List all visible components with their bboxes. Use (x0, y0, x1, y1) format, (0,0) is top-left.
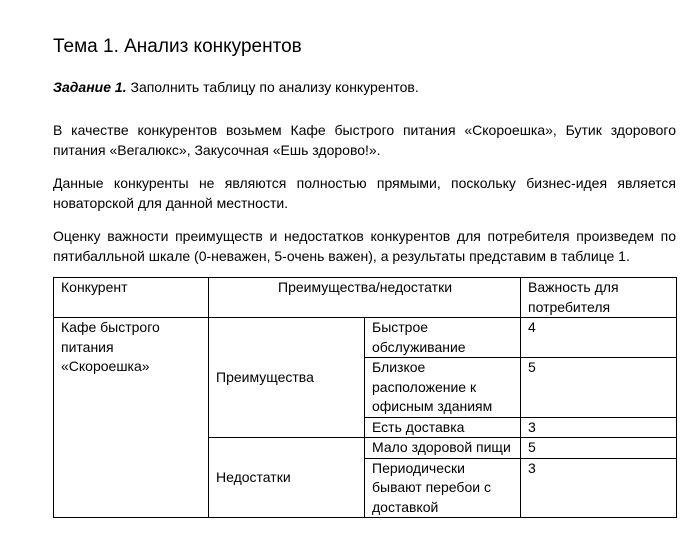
task-text: Заполнить таблицу по анализу конкурентов. (126, 79, 419, 95)
disadvantage-score: 3 (521, 458, 677, 518)
advantage-score: 4 (521, 318, 677, 358)
advantages-label-cell: Преимущества (209, 318, 365, 438)
competitor-name-cell: Кафе быстрого питания «Скороешка» (54, 318, 209, 518)
paragraph: Данные конкуренты не являются полностью прямыми, поскольку бизнес-идея является новаторской для данной местности. (53, 175, 676, 211)
page-title: Тема 1. Анализ конкурентов (53, 36, 302, 57)
disadvantage-score: 5 (521, 438, 677, 459)
table-header-row (54, 278, 677, 318)
header-competitor: Конкурент (54, 278, 209, 318)
table-row (54, 318, 677, 358)
paragraph: Оценку важности преимуществ и недостатков конкурентов для потребителя произведем по пятибалльной шкале (0-неважен, 5-очень важен), а результаты представим в таблице 1. (53, 228, 676, 264)
advantage-text: Есть доставка (365, 417, 521, 438)
paragraph: В качестве конкурентов возьмем Кафе быстрого питания «Скороешка», Бутик здорового питания «Вегалюкс», Закусочная «Ешь здорово!». (53, 122, 676, 158)
header-adv-disadv: Преимущества/недостатки (209, 278, 521, 318)
competitor-analysis-table (53, 277, 677, 518)
advantage-score: 3 (521, 417, 677, 438)
advantage-text: Близкое расположение к офисным зданиям (365, 358, 521, 418)
advantage-score: 5 (521, 358, 677, 418)
disadvantages-label-cell: Недостатки (209, 438, 365, 518)
header-importance: Важность для потребителя (521, 278, 677, 318)
advantage-text: Быстрое обслуживание (365, 318, 521, 358)
disadvantage-text: Периодически бывают перебои с доставкой (365, 458, 521, 518)
task-line (53, 78, 419, 97)
task-label: Задание 1. (53, 79, 127, 95)
disadvantage-text: Мало здоровой пищи (365, 438, 521, 459)
